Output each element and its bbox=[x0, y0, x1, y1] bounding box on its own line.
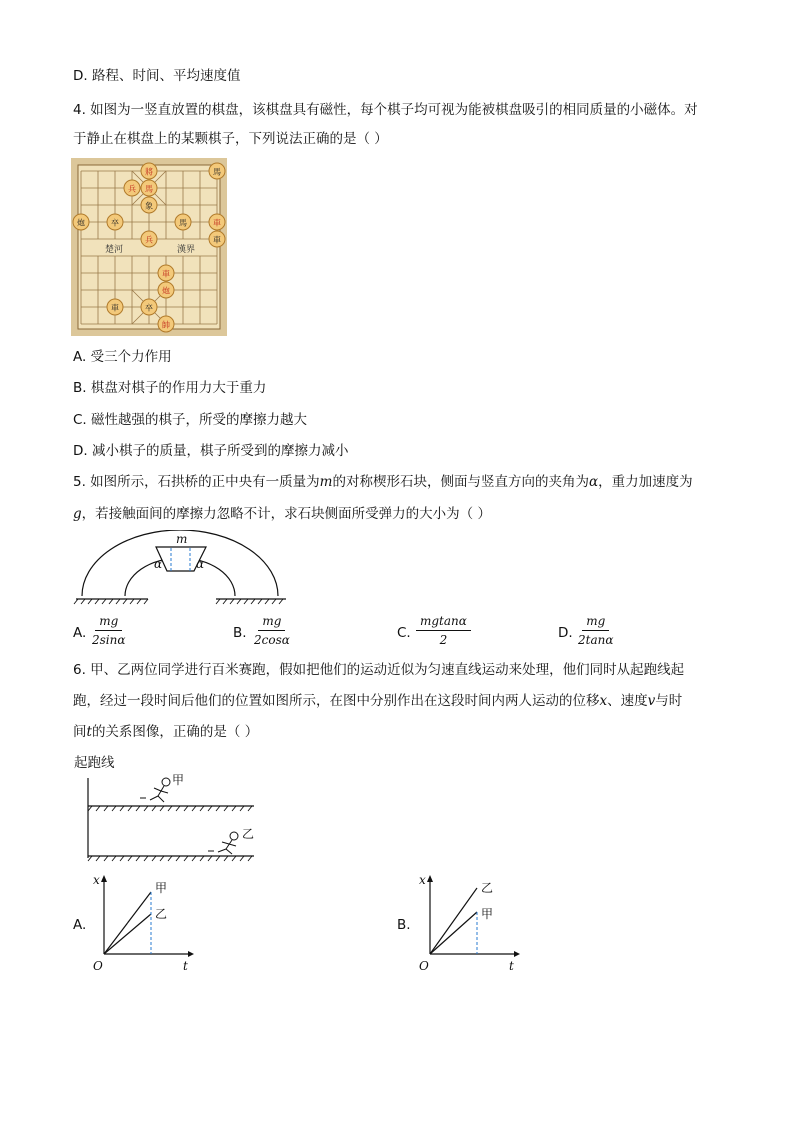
q5-option-c-fraction: $\frac{mgtan\alpha}{2}$ bbox=[416, 614, 471, 647]
q4-option-b: B. 棋盘对棋子的作用力大于重力 bbox=[73, 380, 267, 396]
q5-option-b-letter: B. bbox=[233, 625, 247, 641]
graph-b-line-jia bbox=[430, 912, 477, 954]
graph-b-lower-label: 甲 bbox=[481, 907, 494, 921]
chess-piece bbox=[124, 180, 140, 196]
angle-label-right: α bbox=[196, 557, 205, 571]
chess-piece bbox=[107, 299, 123, 315]
angle-label-left: α bbox=[154, 557, 163, 571]
graph-b-letter: B. bbox=[397, 917, 411, 933]
svg-text:車: 車 bbox=[213, 218, 221, 228]
svg-text:象: 象 bbox=[145, 201, 153, 211]
q3-option-d: D. 路程、时间、平均速度值 bbox=[73, 68, 241, 84]
q5-option-a-fraction: $\frac{mg}{2\sin\alpha}$ bbox=[92, 614, 126, 647]
chess-piece bbox=[175, 214, 191, 230]
q5-stem-line1: 5. 如图所示，石拱桥的正中央有一质量为m的对称楔形石块，侧面与竖直方向的夹角为α，重力加速度为 bbox=[73, 474, 693, 490]
svg-text:炮: 炮 bbox=[162, 286, 170, 296]
q5-option-b-fraction: $\frac{mg}{2\cos\alpha}$ bbox=[254, 614, 290, 647]
svg-text:車: 車 bbox=[111, 303, 119, 313]
svg-text:馬: 馬 bbox=[179, 218, 187, 228]
chess-piece bbox=[209, 214, 225, 230]
graph-a-x-arrow bbox=[188, 951, 194, 957]
chess-piece bbox=[158, 282, 174, 298]
q5-option-d-letter: D. bbox=[558, 625, 573, 641]
chess-piece bbox=[107, 214, 123, 230]
left-ground-hatch bbox=[74, 599, 148, 604]
stone-arch-bridge-figure bbox=[70, 530, 292, 608]
runner-jia-icon bbox=[140, 778, 170, 802]
svg-text:馬: 馬 bbox=[213, 167, 221, 177]
runner-jia-label: 甲 bbox=[172, 773, 185, 787]
river-left-label: 楚河 bbox=[105, 245, 124, 255]
svg-text:將: 將 bbox=[145, 167, 153, 177]
graph-a-line-yi bbox=[104, 914, 151, 954]
q5-option-c-letter: C. bbox=[397, 625, 411, 641]
svg-text:車: 車 bbox=[213, 235, 221, 245]
chess-piece bbox=[141, 197, 157, 213]
graph-a-origin-label: O bbox=[93, 959, 103, 973]
graph-b-y-label: x bbox=[419, 873, 426, 887]
graph-b-y-arrow bbox=[427, 875, 433, 882]
q6-stem-line1: 6. 甲、乙两位同学进行百米赛跑，假如把他们的运动近似为匀速直线运动来处理，他们同时从起跑线起 bbox=[73, 662, 685, 678]
q5-stem-line2: g，若接触面间的摩擦力忽略不计，求石块侧面所受弹力的大小为（ ） bbox=[73, 506, 491, 522]
q6-stem-line3: 间t的关系图像，正确的是（ ） bbox=[73, 724, 259, 740]
graph-b-line-yi bbox=[430, 888, 477, 954]
chess-piece bbox=[209, 163, 225, 179]
q5-option-a-letter: A. bbox=[73, 625, 87, 641]
graph-b-x-label: t bbox=[509, 959, 514, 973]
q6-stem-line2: 跑，经过一段时间后他们的位置如图所示，在图中分别作出在这段时间内两人运动的位移x、速度v与时 bbox=[73, 693, 683, 709]
chess-piece bbox=[141, 299, 157, 315]
river-right-label: 漢界 bbox=[177, 245, 196, 255]
svg-text:卒: 卒 bbox=[145, 303, 153, 313]
q4-option-a: A. 受三个力作用 bbox=[73, 349, 172, 365]
svg-text:馬: 馬 bbox=[145, 184, 153, 194]
chess-piece bbox=[73, 214, 89, 230]
start-line-label: 起跑线 bbox=[74, 755, 115, 771]
chess-piece bbox=[158, 316, 174, 332]
upper-track-hatch bbox=[88, 806, 252, 811]
chess-piece bbox=[141, 163, 157, 179]
svg-text:兵: 兵 bbox=[145, 235, 153, 245]
q5-option-d-fraction: $\frac{mg}{2\tan\alpha}$ bbox=[578, 614, 614, 647]
graph-a-lower-label: 乙 bbox=[155, 907, 168, 921]
runner-yi-icon bbox=[208, 832, 238, 854]
q4-stem-line1: 4. 如图为一竖直放置的棋盘，该棋盘具有磁性，每个棋子均可视为能被棋盘吸引的相同质量的小磁体。对 bbox=[73, 102, 698, 118]
chess-board-figure bbox=[71, 158, 227, 336]
q4-option-d: D. 减小棋子的质量，棋子所受到的摩擦力减小 bbox=[73, 443, 349, 459]
q4-option-c: C. 磁性越强的棋子，所受的摩擦力越大 bbox=[73, 412, 308, 428]
chess-piece bbox=[141, 231, 157, 247]
lower-track-hatch bbox=[88, 856, 252, 861]
graph-a-line-jia bbox=[104, 892, 151, 954]
chess-piece bbox=[158, 265, 174, 281]
chess-piece bbox=[209, 231, 225, 247]
svg-text:兵: 兵 bbox=[128, 184, 136, 194]
race-track-figure bbox=[70, 752, 270, 864]
graph-a bbox=[88, 870, 200, 978]
graph-a-x-label: t bbox=[183, 959, 188, 973]
graph-a-y-arrow bbox=[101, 875, 107, 882]
graph-b-x-arrow bbox=[514, 951, 520, 957]
right-ground-hatch bbox=[216, 599, 283, 604]
q4-stem-line2: 于静止在棋盘上的某颗棋子，下列说法正确的是（ ） bbox=[73, 131, 388, 147]
svg-text:車: 車 bbox=[162, 269, 170, 279]
svg-text:卒: 卒 bbox=[111, 218, 119, 228]
mass-label: m bbox=[176, 532, 188, 546]
svg-text:炮: 炮 bbox=[77, 218, 85, 228]
runner-yi-label: 乙 bbox=[242, 827, 255, 841]
graph-a-upper-label: 甲 bbox=[155, 881, 168, 895]
graph-a-letter: A. bbox=[73, 917, 87, 933]
svg-text:帥: 帥 bbox=[162, 320, 170, 330]
graph-b bbox=[414, 870, 526, 978]
graph-a-y-label: x bbox=[93, 873, 100, 887]
chess-piece bbox=[141, 180, 157, 196]
graph-b-origin-label: O bbox=[419, 959, 429, 973]
graph-b-upper-label: 乙 bbox=[481, 881, 494, 895]
